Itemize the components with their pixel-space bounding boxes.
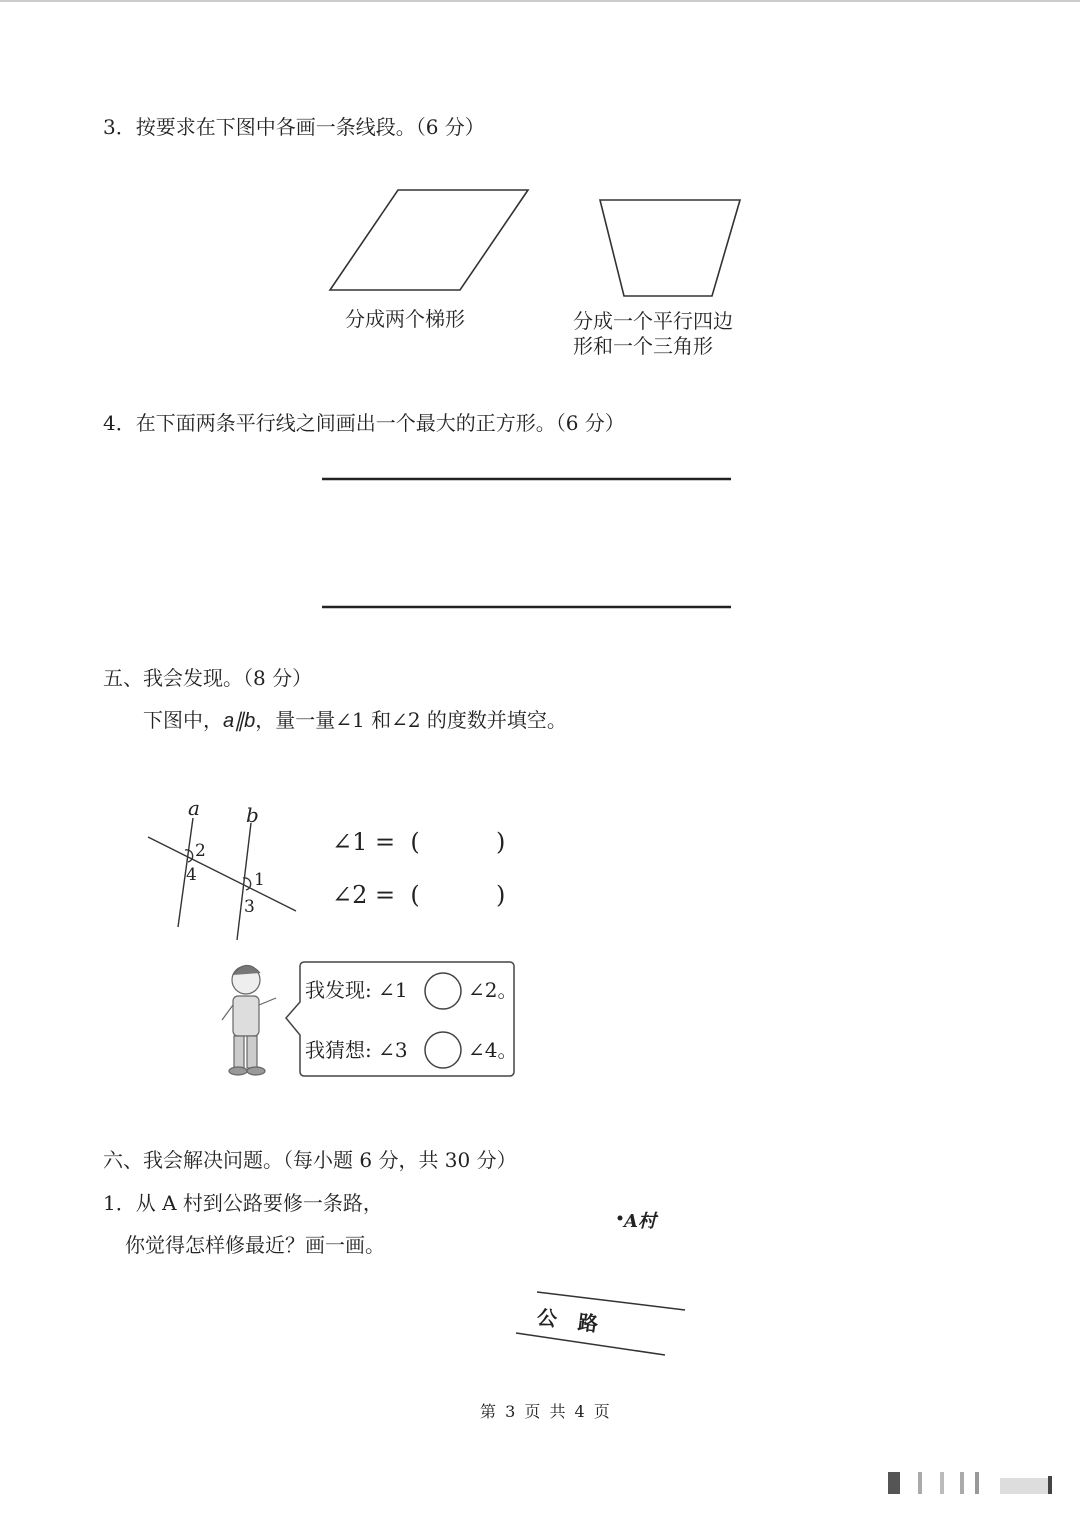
section-5-prompt: [143, 708, 567, 733]
trapezoid-shape: [600, 200, 740, 296]
trapezoid-caption-line2: 形和一个三角形: [573, 334, 713, 358]
angle-1-answer[interactable]: ∠1 = ( ): [332, 828, 506, 856]
road-char-2: 路: [576, 1309, 600, 1337]
village-dot: [618, 1216, 623, 1221]
angle-4-label: 4: [186, 865, 197, 885]
angle-1-label: 1: [254, 870, 265, 890]
discover-label: 我发现: ∠1: [305, 978, 408, 1002]
angle-2-label: 2: [195, 841, 206, 861]
guess-label: 我猜想: ∠3: [305, 1038, 408, 1062]
section-5-title: 五、我会发现。（8 分）: [103, 666, 313, 690]
question-3-title: 3．按要求在下图中各画一条线段。（6 分）: [103, 115, 485, 139]
discover-end: ∠2。: [468, 978, 518, 1002]
question-6-1-line1: 1．从 A 村到公路要修一条路，: [103, 1191, 383, 1215]
angle-3-label: 3: [244, 897, 255, 917]
parallelogram-shape: [330, 190, 528, 290]
prompt-pre: 下图中，: [143, 708, 223, 732]
angle-figure: [148, 818, 296, 940]
prompt-post: ，量一量∠1 和∠2 的度数并填空。: [255, 708, 567, 732]
village-label: A村: [624, 1211, 656, 1232]
line-b-label: b: [246, 803, 259, 827]
line-a-label: a: [188, 796, 200, 820]
angle-2-answer[interactable]: ∠2 = ( ): [332, 881, 506, 909]
question-4-title: 4．在下面两条平行线之间画出一个最大的正方形。（6 分）: [103, 411, 625, 435]
boy-illustration: [222, 965, 276, 1075]
section-6-title: 六、我会解决问题。（每小题 6 分，共 30 分）: [103, 1148, 517, 1172]
guess-end: ∠4。: [468, 1038, 518, 1062]
question-6-1-line2: 你觉得怎样修最近？画一画。: [125, 1233, 385, 1257]
road-edge-bottom: [516, 1333, 665, 1355]
trapezoid-caption-line1: 分成一个平行四边: [573, 309, 733, 333]
page-footer: 第 3 页 共 4 页: [480, 1402, 610, 1421]
road-edge-top: [537, 1292, 685, 1310]
watermark-bars: [888, 1472, 1052, 1494]
prompt-relation: a∥b: [223, 710, 256, 732]
parallelogram-caption: 分成两个梯形: [345, 307, 465, 331]
road-char-1: 公: [535, 1304, 559, 1332]
